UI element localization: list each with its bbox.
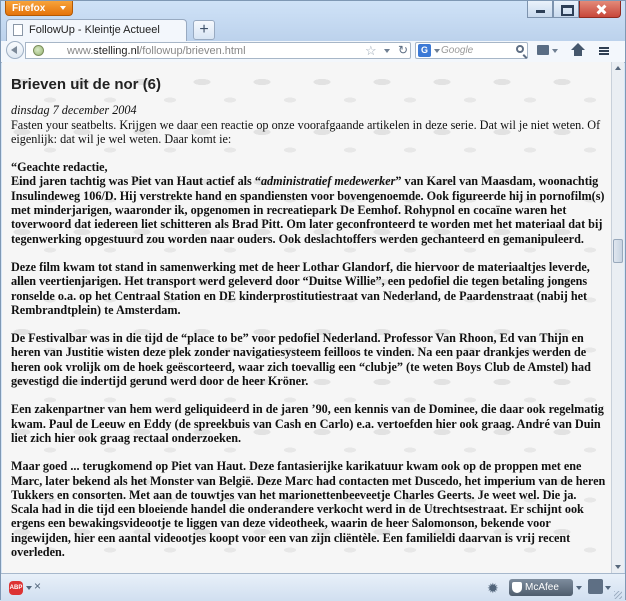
page-title: Brieven uit de nor (6) <box>11 76 162 93</box>
window-controls <box>527 1 621 18</box>
article <box>11 62 607 573</box>
home-icon[interactable] <box>571 43 585 57</box>
vertical-scrollbar[interactable] <box>611 62 624 573</box>
url-bar[interactable] <box>25 42 411 59</box>
maximize-button[interactable] <box>553 1 579 18</box>
mcafee-dropdown-icon[interactable] <box>576 586 582 590</box>
bookmark-star-icon[interactable]: ☆ <box>365 43 377 58</box>
tab-title: FollowUp - Kleintje Actueel <box>29 24 160 36</box>
letter-paragraph: Deze film kwam tot stand in samenwerking met de heer Lothar Glandorf, die hiervoor de materiaaltjes leverde, allen veertienjarigen. Het transport werd geleverd door “Duitse Willie”, een pedofiel die tegen betaling jongens ronselde o.a. op het Centraal Station en DE kinderprostitutiestraat van Nederland, de Paardenstraat (nabij het Rembrandtplein) te Amsterdam. <box>11 259 590 317</box>
addon-dropdown-icon[interactable] <box>605 586 611 590</box>
letter-paragraph: “Geachte redactie, Eind jaren tachtig was Piet van Haut actief als “administratief medewerker” van Karel van Maasdam, woonachtig Insulindeweg 106/D. Hij verstrekte hand en spandiensten voor bovengenoemde. Ook figureerde hij in pornofilm(s) met minderjarigen, waaronder ik, opgenomen in recreatiepark De Eemhof. Rohypnol en cocaïne waren het toverwoord dat iedereen liet schitteren als Brad Pitt. Om later geconfronteerd te worden met het materiaal dat bij tegenwerking opgestuurd zou worden naar ouders. Ook deslachtoffers werden gechanteerd en gemanipuleerd. <box>11 160 605 246</box>
back-button[interactable] <box>6 41 24 59</box>
resize-grip-icon[interactable] <box>614 591 622 599</box>
url-text: www.stelling.nl/followup/brieven.html <box>67 45 246 57</box>
search-icon[interactable] <box>516 45 524 53</box>
scrollbar-thumb[interactable] <box>613 239 623 263</box>
article-intro: Fasten your seatbelts. Krijgen we daar een reactie op onze voorafgaande artikelen in deze serie. Dat wil je niet weten. Of eigenlijk: dat wil je wel weten. Daar komt ie: <box>11 117 601 146</box>
navigation-bar <box>1 41 625 63</box>
toolbar-addon-icon[interactable] <box>588 579 603 594</box>
article-date: dinsdag 7 december 2004 <box>11 103 137 118</box>
new-tab-button[interactable]: + <box>193 20 215 40</box>
scroll-down-icon[interactable] <box>615 565 621 569</box>
bookmarks-menu-button[interactable] <box>535 43 557 59</box>
letter-paragraph: De Festivalbar was in die tijd de “place to be” voor pedofiel Nederland. Professor Van Rhoon, Ed van Thijn en heren van Justitie wisten deze plek zonder navigatiesysteem feilloos te vinden. Na een paar drankjes werden de heren ook vrolijk om de hoek geëscorteerd, waar zich toevallig een “clubje” (te weten Boys Club de Amstel) had gevestigd die indertijd gerund werd door de heer Kröner. <box>11 331 591 389</box>
close-addon-bar-icon[interactable]: × <box>34 579 42 593</box>
gear-icon[interactable]: ✹ <box>487 580 499 596</box>
reload-icon[interactable]: ↻ <box>398 43 409 57</box>
search-bar[interactable] <box>415 42 528 59</box>
menu-icon[interactable] <box>597 43 615 58</box>
minimize-button[interactable] <box>527 1 553 18</box>
search-placeholder: Google <box>441 45 474 56</box>
chevron-down-icon <box>60 6 66 10</box>
firefox-menu-label: Firefox <box>12 3 46 14</box>
close-window-button[interactable] <box>579 1 621 18</box>
title-bar <box>1 1 625 41</box>
history-dropdown-icon[interactable] <box>384 49 390 53</box>
page-icon <box>13 24 23 36</box>
letter-paragraph: Een zakenpartner van hem werd geliquideerd in de jaren ’90, een kennis van de Dominee, die daar ook regelmatig kwam. Paul de Leeuw en Eddy (de spreekbuis van Cash en Carlo) e.a. vertoefden hier ook graag. André van Duin liet zich hier ook graag rectaal onderzoeken. <box>11 402 604 445</box>
adblock-dropdown-icon[interactable] <box>26 586 32 590</box>
mcafee-button[interactable]: McAfee <box>509 579 573 596</box>
globe-icon <box>33 45 44 56</box>
letter-paragraph: Maar goed ... terugkomend op Piet van Haut. Deze fantasierijke karikatuur kwam ook op de proppen met ene Marc, later bekend als het Monster van België. Deze Marc had contacten met Duscedo, het imperium van de heren Tukkers en consorten. Met aan de touwtjes van het marionettenbeeveetje Charles Geerts. Je weet wel. Die ja. Scala had in die tijd een bloeiende handel die onderandere verkocht werd in de Utrechtsestraat. Er schijnt ook ergens een bewakingsvideootje te liggen van deze videotheek, waarin de heer Salomonson, bekende voor ingewijden, hier een aantal videootjes koopt voor een van zijn cliëntèle. Een familieldi daarvan is vrij recent overleden. <box>11 459 606 560</box>
adblock-icon[interactable]: ABP <box>9 581 23 595</box>
google-icon[interactable]: G <box>418 44 431 57</box>
scroll-up-icon[interactable] <box>615 66 621 70</box>
tab-followup[interactable] <box>6 19 187 41</box>
page-content <box>2 62 611 573</box>
firefox-menu-button[interactable] <box>5 1 73 16</box>
search-engine-dropdown-icon[interactable] <box>434 49 440 53</box>
addon-bar <box>1 573 625 601</box>
